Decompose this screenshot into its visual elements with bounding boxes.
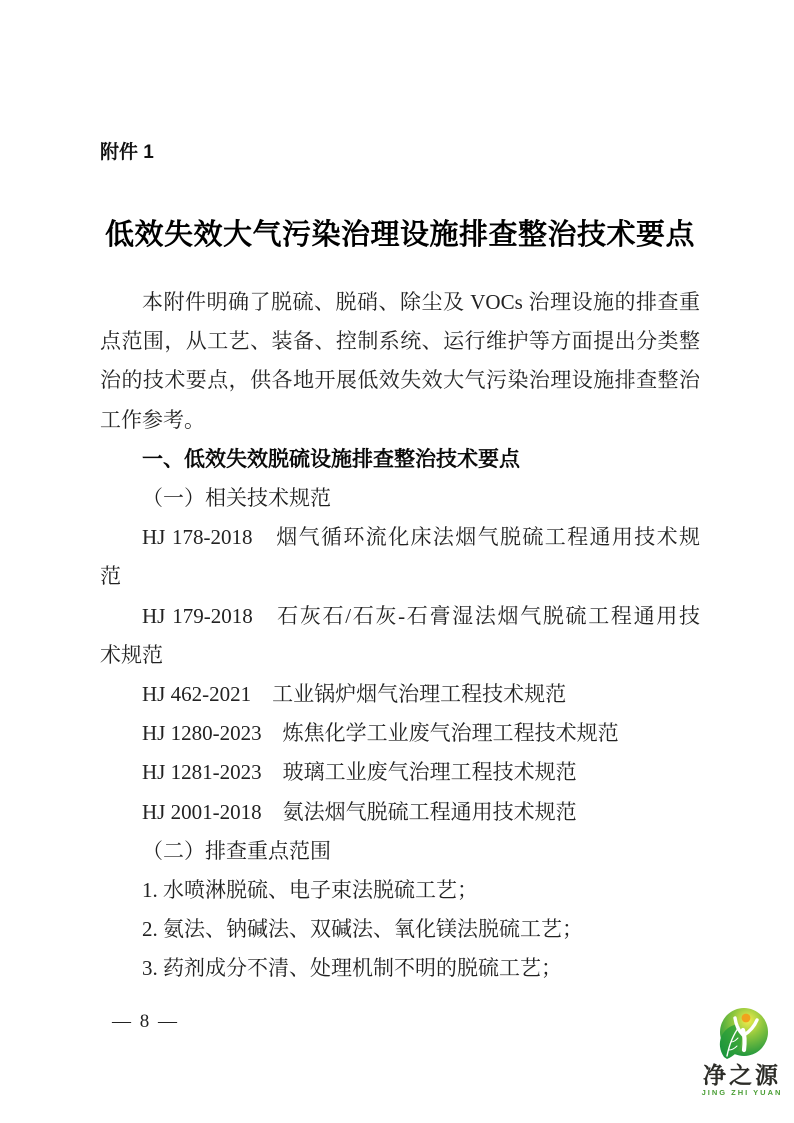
paragraph-line: 本附件明确了脱硫、脱硝、除尘及 VOCs 治理设施的排查重: [142, 290, 700, 314]
subsection-heading: （二）排查重点范围: [142, 838, 331, 863]
paragraph-line: 工作参考。: [100, 407, 205, 432]
standard-line: HJ 462-2021 工业锅炉烟气治理工程技术规范: [142, 682, 567, 707]
list-item-line: 1. 水喷淋脱硫、电子束法脱硫工艺；: [142, 878, 478, 903]
section-heading: 一、低效失效脱硫设施排查整治技术要点: [142, 447, 520, 471]
page-number: — 8 —: [112, 1011, 179, 1032]
document-content: [100, 141, 700, 989]
document-title: 低效失效大气污染治理设施排查整治技术要点: [104, 219, 695, 251]
logo-name-cn: 净之源: [703, 1062, 781, 1088]
subsection-heading: （一）相关技术规范: [142, 486, 331, 511]
document-body: [100, 283, 700, 989]
paragraph-line: 治的技术要点，供各地开展低效失效大气污染治理设施排查整治: [100, 368, 700, 393]
attachment-label: 附件 1: [100, 142, 154, 163]
standard-line: HJ 1280-2023 炼焦化学工业废气治理工程技术规范: [142, 721, 619, 746]
logo-name-en: JING ZHI YUAN: [701, 1088, 783, 1097]
paragraph-line: 点范围，从工艺、装备、控制系统、运行维护等方面提出分类整: [100, 329, 700, 354]
list-item-line: 3. 药剂成分不清、处理机制不明的脱硫工艺；: [142, 956, 562, 981]
list-item-line: 2. 氨法、钠碱法、双碱法、氧化镁法脱硫工艺；: [142, 917, 583, 942]
logo-mark-icon: [714, 1006, 770, 1062]
standard-line: 术规范: [100, 642, 163, 667]
standard-line: HJ 2001-2018 氨法烟气脱硫工程通用技术规范: [142, 799, 577, 824]
standard-line: HJ 179-2018 石灰石/石灰-石膏湿法烟气脱硫工程通用技: [142, 603, 700, 628]
company-logo: [692, 1006, 792, 1097]
standard-line: HJ 1281-2023 玻璃工业废气治理工程技术规范: [142, 760, 577, 785]
standard-line: 范: [100, 564, 121, 589]
standard-line: HJ 178-2018 烟气循环流化床法烟气脱硫工程通用技术规: [142, 525, 700, 550]
